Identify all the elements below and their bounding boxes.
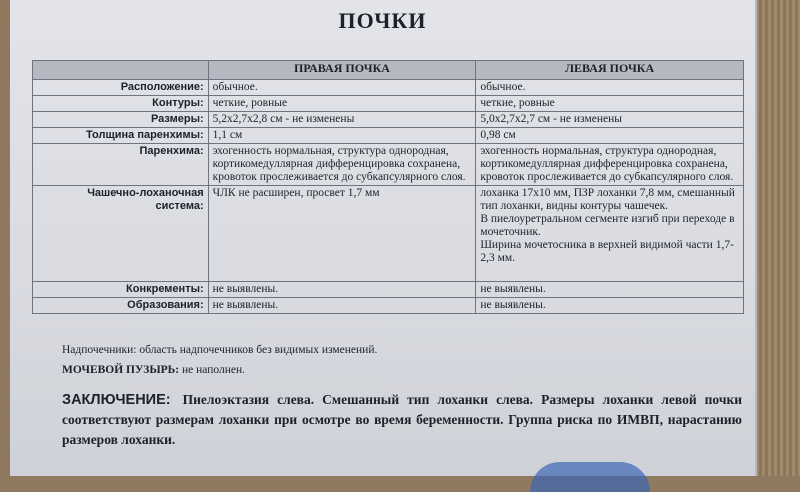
row-label: Контуры:	[33, 96, 209, 112]
conclusion-block	[62, 390, 742, 450]
right-kidney-value: не выявлены.	[208, 298, 476, 314]
row-label: Чашечно-лоханочная система:	[33, 186, 209, 282]
table-row	[33, 186, 744, 282]
right-kidney-value: ЧЛК не расширен, просвет 1,7 мм	[208, 186, 476, 282]
bladder-label: МОЧЕВОЙ ПУЗЫРЬ:	[62, 364, 180, 376]
row-label: Толщина паренхимы:	[33, 128, 209, 144]
left-kidney-value: не выявлены.	[476, 298, 744, 314]
left-kidney-value: 5,0х2,7х2,7 см - не изменены	[476, 112, 744, 128]
header-corner	[33, 61, 209, 80]
right-kidney-value: четкие, ровные	[208, 96, 476, 112]
table-row	[33, 80, 744, 96]
header-left-kidney: ЛЕВАЯ ПОЧКА	[476, 61, 744, 80]
right-kidney-value: 5,2х2,7х2,8 см - не изменены	[208, 112, 476, 128]
adrenal-label: Надпочечники:	[62, 344, 137, 356]
table-row	[33, 112, 744, 128]
table-row	[33, 96, 744, 112]
left-kidney-value	[476, 186, 744, 282]
row-label: Размеры:	[33, 112, 209, 128]
left-kidney-value: обычное.	[476, 80, 744, 96]
left-kidney-value: четкие, ровные	[476, 96, 744, 112]
table-row	[33, 144, 744, 186]
row-label: Образования:	[33, 298, 209, 314]
left-kidney-note: Ширина мочетосника в верхней видимой части 1,7-2,3 мм.	[480, 239, 734, 264]
table-row	[33, 298, 744, 314]
row-label: Конкременты:	[33, 282, 209, 298]
conclusion-label: ЗАКЛЮЧЕНИЕ:	[62, 392, 171, 408]
header-right-kidney: ПРАВАЯ ПОЧКА	[208, 61, 476, 80]
bladder-value: не наполнен.	[182, 364, 246, 376]
left-kidney-value: эхогенность нормальная, структура однородная, кортикомедуллярная дифференцировка сохранена, кровоток прослеживается до субкапсулярного слоя.	[476, 144, 744, 186]
right-kidney-value: обычное.	[208, 80, 476, 96]
conclusion-text: Пиелоэктазия слева. Смешанный тип лоханки слева. Размеры лоханки левой почки соответствуют размерам лоханки при осмотре во время беременности. Группа риска по ИМВП, нарастанию размеров лоханки.	[62, 392, 742, 447]
row-label: Паренхима:	[33, 144, 209, 186]
table-row	[33, 128, 744, 144]
right-kidney-value: не выявлены.	[208, 282, 476, 298]
adrenal-value: область надпочечников без видимых изменений.	[139, 344, 378, 356]
document-page	[10, 0, 757, 476]
row-label: Расположение:	[33, 80, 209, 96]
left-kidney-value: 0,98 см	[476, 128, 744, 144]
table-header-row	[33, 61, 744, 80]
left-kidney-note: В пиелоуретральном сегменте изгиб при переходе в мочеточник.	[480, 213, 735, 238]
right-kidney-value: эхогенность нормальная, структура однородная, кортикомедуллярная дифференцировка сохранена, кровоток прослеживается до субкапсулярного слоя.	[208, 144, 476, 186]
clinic-logo-fragment	[530, 462, 650, 492]
left-kidney-text: лоханка 17х10 мм, ПЗР лоханки 7,8 мм, смешанный тип лоханки, видны контуры чашечек.	[480, 187, 735, 212]
kidney-table	[32, 60, 744, 314]
table-row	[33, 282, 744, 298]
bladder-line	[62, 364, 245, 376]
left-kidney-value: не выявлены.	[476, 282, 744, 298]
right-kidney-value: 1,1 см	[208, 128, 476, 144]
adrenal-line	[62, 344, 377, 356]
document-title: ПОЧКИ	[338, 8, 427, 33]
